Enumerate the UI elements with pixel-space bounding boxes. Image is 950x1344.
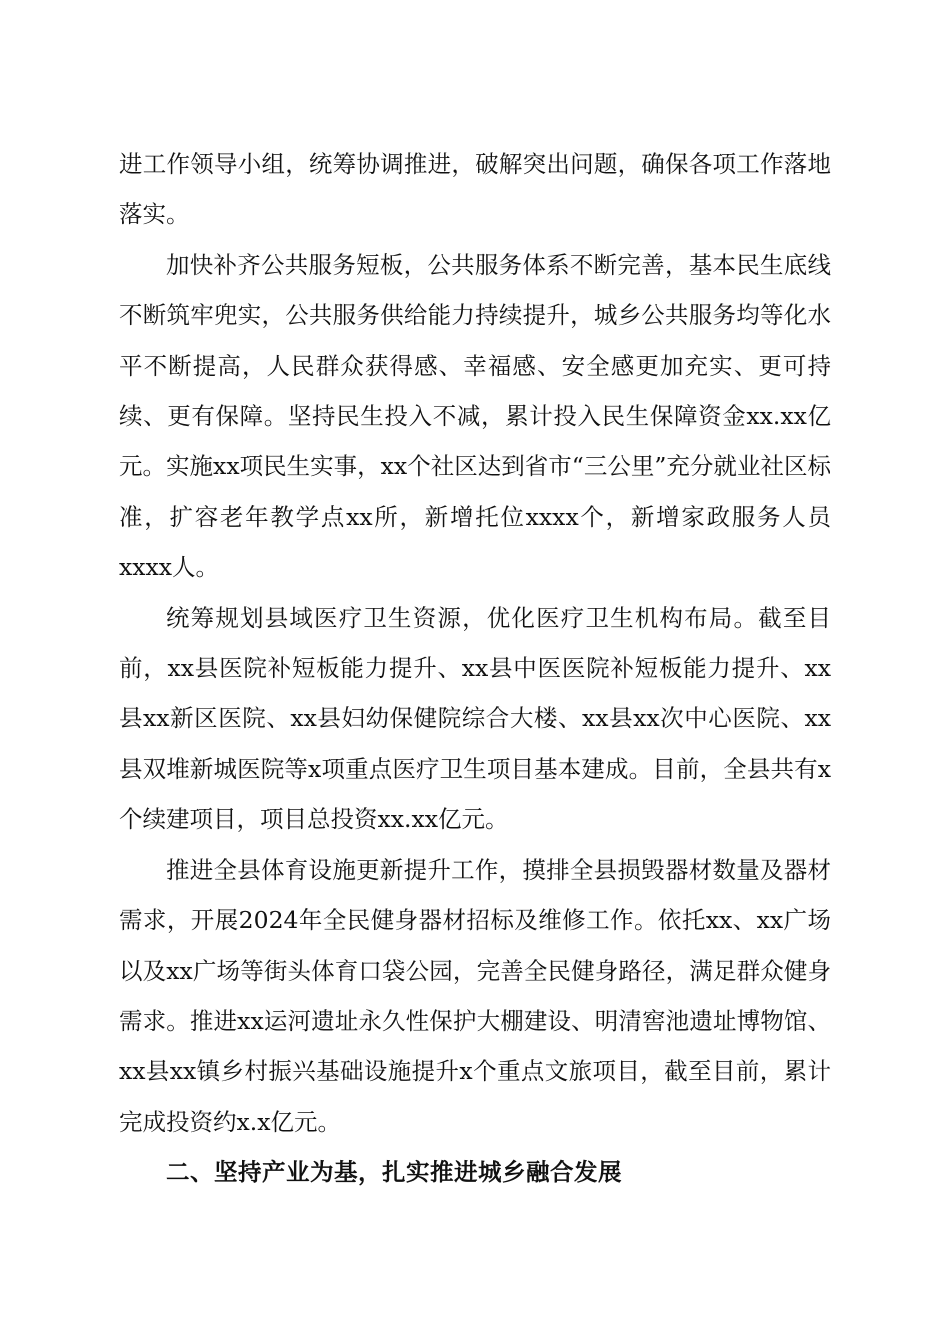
paragraph-public-services: 加快补齐公共服务短板，公共服务体系不断完善，基本民生底线不断筑牢兜实，公共服务供给能力持续提升，城乡公共服务均等化水平不断提高，人民群众获得感、幸福感、安全感更加充实、更可持续、更有保障。坚持民生投入不减，累计投入民生保障资金xx.xx亿元。实施xx项民生实事，xx个社区达到省市“三公里”充分就业社区标准，扩容老年教学点xx所，新增托位xxxx个，新增家政服务人员xxxx人。 bbox=[119, 250, 831, 582]
document-page bbox=[119, 139, 831, 1198]
paragraph-medical-resources: 统筹规划县域医疗卫生资源，优化医疗卫生机构布局。截至目前，xx县医院补短板能力提升、xx县中医医院补短板能力提升、xx县xx新区医院、xx县妇幼保健院综合大楼、xx县xx次中心医院、xx县双堆新城医院等x项重点医疗卫生项目基本建成。目前，全县共有x个续建项目，项目总投资xx.xx亿元。 bbox=[119, 603, 831, 834]
paragraph-sports-facilities: 推进全县体育设施更新提升工作，摸排全县损毁器材数量及器材需求，开展2024年全民健身器材招标及维修工作。依托xx、xx广场以及xx广场等街头体育口袋公园，完善全民健身路径，满足群众健身需求。推进xx运河遗址永久性保护大棚建设、明清窖池遗址博物馆、xx县xx镇乡村振兴基础设施提升x个重点文旅项目，截至目前，累计完成投资约x.x亿元。 bbox=[119, 855, 831, 1136]
paragraph-continuation: 进工作领导小组，统筹协调推进，破解突出问题，确保各项工作落地落实。 bbox=[119, 150, 831, 229]
section-heading: 二、坚持产业为基，扎实推进城乡融合发展 bbox=[166, 1158, 622, 1187]
